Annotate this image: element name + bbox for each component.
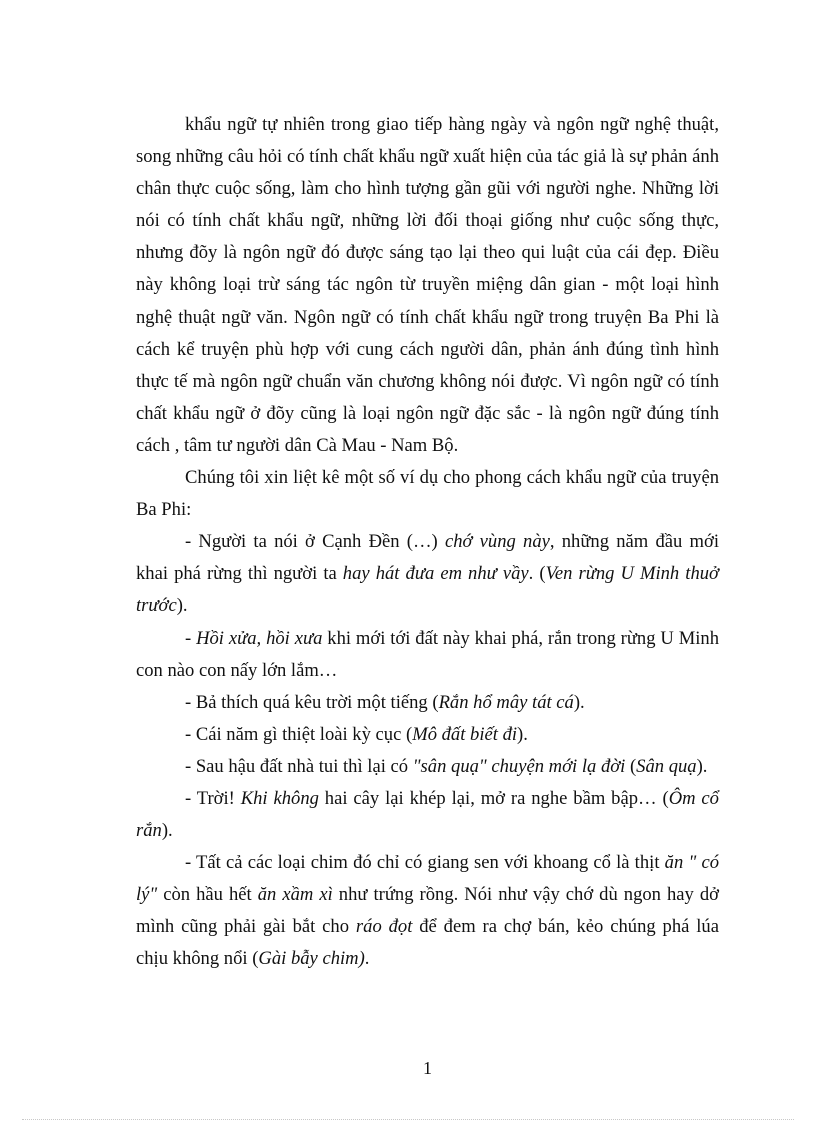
italic-quote: chớ vùng này: [444, 531, 550, 553]
italic-quote: hay hát đưa em như vầy: [342, 563, 529, 585]
text-run: .: [364, 948, 370, 970]
text-run: -: [185, 627, 197, 649]
text-run: còn hầu hết: [157, 884, 258, 906]
text-run: ).: [517, 723, 528, 745]
text-run: - Bả thích quá kêu trời một tiếng (: [185, 691, 439, 713]
italic-quote: Khi không: [240, 787, 319, 809]
text-run: ).: [161, 820, 173, 842]
story-title: Rắn hổ mây tát cá: [438, 691, 574, 713]
text-run: - Tất cả các loại chim đó chỉ có giang sen với khoang cổ là thịt: [185, 852, 665, 874]
italic-quote: ráo đọt: [355, 916, 413, 938]
example-item: [136, 526, 719, 622]
story-title: Mô đất biết đi: [412, 723, 518, 745]
text-run: - Cái năm gì thiệt loài kỳ cục (: [185, 723, 413, 745]
text-run: (: [625, 755, 637, 777]
example-item: [136, 783, 719, 847]
page-bottom-divider: [22, 1119, 794, 1120]
italic-quote: "sân quạ" chuyện mới lạ đời: [412, 755, 626, 777]
paragraph-text: khẩu ngữ tự nhiên trong giao tiếp hàng ngày và ngôn ngữ nghệ thuật, song những câu hỏi có tính chất khẩu ngữ xuất hiện của tác giả là sự phản ánh chân thực cuộc sống, làm cho hình tượng gần gũi với người nghe. Những lời nói có tính chất khẩu ngữ, những lời đối thoại giống như cuộc sống thực, nhưng đõy là ngôn ngữ đó được sáng tạo lại theo qui luật của cái đẹp. Điều này không loại trừ sáng tác ngôn từ truyền miệng dân gian - một loại hình nghệ thuật ngữ văn. Ngôn ngữ có tính chất khẩu ngữ trong truyện Ba Phi là cách kể truyện phù hợp với cung cách người dân, phản ánh đúng tình hình thực tế mà ngôn ngữ chuẩn văn chương không nói được. Vì ngôn ngữ có tính chất khẩu ngữ ở đõy cũng là loại ngôn ngữ đặc sắc - là ngôn ngữ đúng tính cách , tâm tư người dân Cà Mau - Nam Bộ.: [136, 114, 719, 456]
story-title: Ôm cổ rắn: [136, 787, 719, 842]
text-run: - Sau hậu đất nhà tui thì lại có: [185, 755, 413, 777]
paragraph-text: Chúng tôi xin liệt kê một số ví dụ cho phong cách khẩu ngữ của truyện Ba Phi:: [136, 467, 719, 521]
story-title: Ven rừng U Minh thuở trước: [136, 563, 719, 617]
text-run: . (: [528, 563, 546, 585]
text-run: ).: [573, 691, 585, 713]
example-item: [136, 751, 719, 783]
text-run: ).: [696, 755, 708, 777]
italic-quote: Hồi xửa, hồi xưa: [196, 627, 323, 649]
text-run: như trứng rồng. Nói như vậy chớ dù ngon hay dở mình cũng phải gài bắt cho: [136, 884, 719, 938]
text-run: - Trời!: [185, 787, 241, 809]
text-run: - Người ta nói ở Cạnh Đền (…): [185, 531, 445, 553]
example-item: [136, 719, 719, 751]
italic-quote: ăn xầm xì: [257, 884, 333, 906]
example-item: [136, 687, 719, 719]
italic-quote: ăn " có lý": [136, 852, 719, 906]
text-run: ).: [176, 595, 188, 617]
page-number: 1: [423, 1058, 432, 1078]
document-body: [136, 109, 719, 976]
story-title: Sân quạ: [636, 755, 697, 777]
example-item: [136, 623, 719, 687]
text-run: , những năm đầu mới khai phá rừng thì người ta: [136, 531, 719, 585]
text-run: để đem ra chợ bán, kẻo chúng phá lúa chịu không nổi (: [136, 916, 719, 970]
example-item: [136, 847, 719, 975]
paragraph-intro: [136, 109, 719, 462]
text-run: hai cây lại khép lại, mở ra nghe bầm bập… (: [318, 787, 669, 809]
story-title: Gài bẫy chim): [258, 948, 365, 970]
paragraph-list-intro: [136, 462, 719, 526]
text-run: khi mới tới đất này khai phá, rắn trong rừng U Minh con nào con nấy lớn lắm…: [136, 627, 719, 681]
